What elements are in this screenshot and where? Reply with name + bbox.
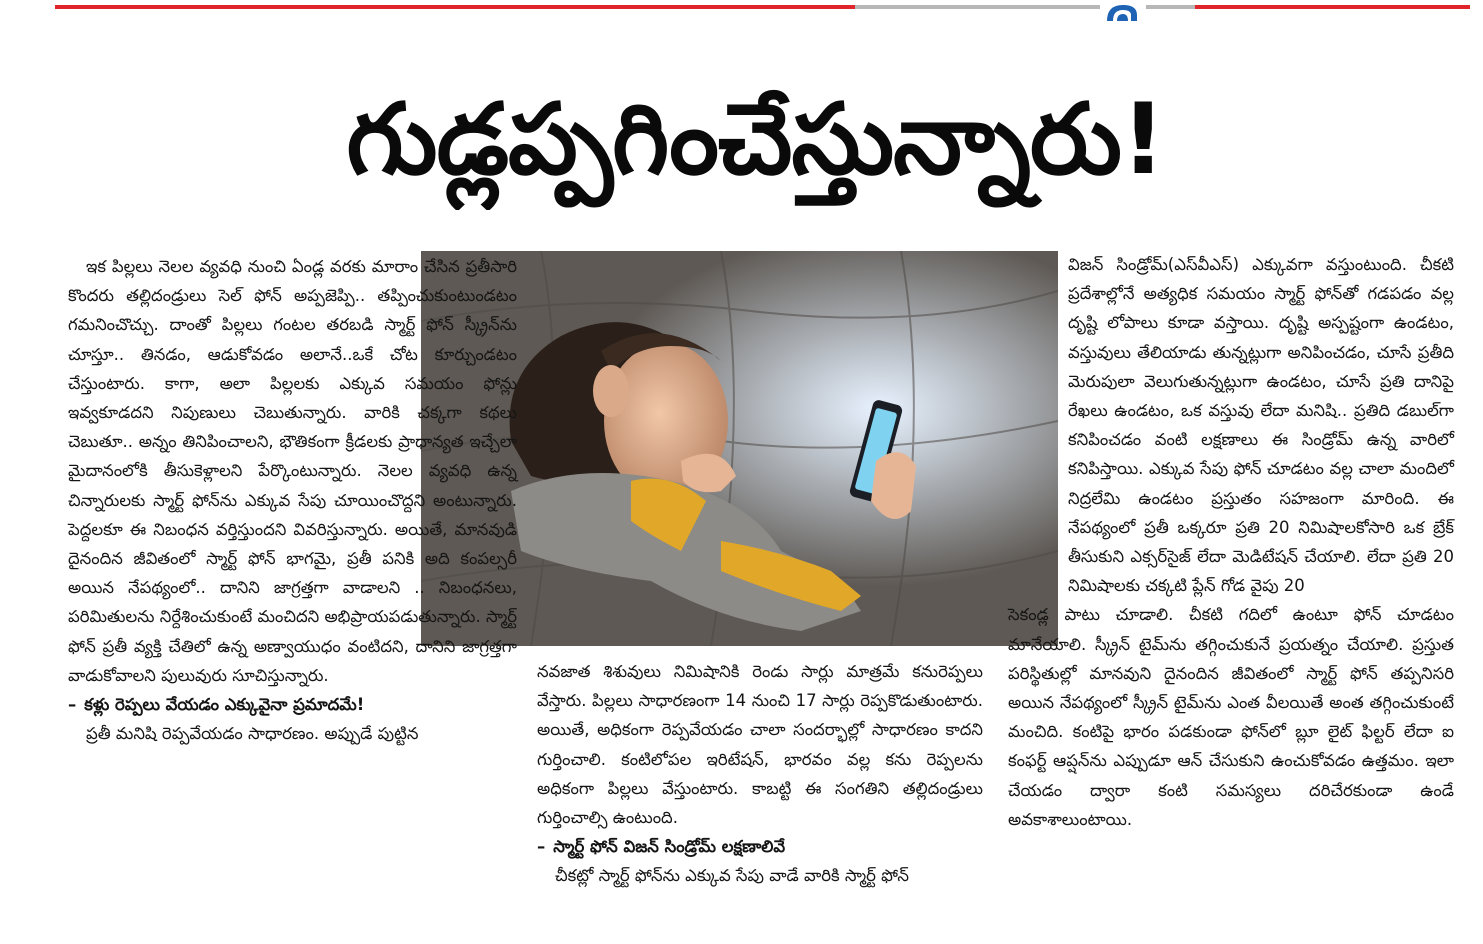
column3-paragraph-2: సెకండ్ల పాటు చూడాలి. చీకటి గదిలో ఉంటూ ఫోన్ చూడటం మానేయాలి. స్క్రీన్ టైమ్‌ను తగ్గించుకునే ప్రయత్నం చేయాలి. ప్రస్తుత పరిస్థితుల్లో మానవుని దైనందిన జీవితంలో స్మార్ట్ ఫోన్ తప్పనిసరి అయిన నేపథ్యంలో స్క్రీన్ టైమ్‌ను ఎంత వీలయితే అంత తగ్గించుకుంటే మంచిది. కంటిపై భారం పడకుండా ఫోన్‌లో బ్లూ లైట్ ఫిల్టర్ లేదా ఐ కంఫర్ట్ ఆప్షన్‌ను ఎప్పుడూ ఆన్ చేసుకుని ఉంచుకోవడం ఉత్తమం. ఇలా చేయడం ద్వారా కంటి సమస్యలు దరిచేరకుండా ఉండే అవకాశాలుంటాయి. [1008, 605, 1454, 829]
subheading-dash: – [68, 695, 77, 715]
publication-logo-icon [1100, 0, 1146, 24]
subheading-dash: – [537, 837, 546, 857]
column1-paragraph-1: ఇక పిల్లలు నెలల వ్యవధి నుంచి ఏండ్ల వరకు మారాం చేసిన ప్రతీసారి కొందరు తల్లిదండ్రులు సెల్ ఫోన్ అప్పజెప్పి.. తప్పించుకుంటుండటం గమనించొచ్చు. దాంతో పిల్లలు గంటల తరబడి స్మార్ట్ ఫోన్ స్క్రీన్‌ను చూస్తూ.. తినడం, ఆడుకోవడం అలానే..ఒకే చోట కూర్చుండటం చేస్తుంటారు. కాగా, అలా పిల్లలకు ఎక్కువ సమయం ఫోన్లు ఇవ్వకూడదని నిపుణులు చెబుతున్నారు. వారికి చక్కగా కథలు చెబుతూ.. అన్నం తినిపించాలని, భౌతికంగా క్రీడలకు ప్రాధాన్యత ఇచ్చేలా మైదానంలోకి తీసుకెళ్లాలని పేర్కొంటున్నారు. నెలల వ్యవధి ఉన్న చిన్నారులకు స్మార్ట్ ఫోన్‌ను ఎక్కువ సేపు చూయించొద్దని అంటున్నారు. పెద్దలకూ ఈ నిబంధన వర్తిస్తుందని వివరిస్తున్నారు. అయితే, మానవుడి దైనందిన జీవితంలో స్మార్ట్ ఫోన్ భాగమై, ప్రతీ పనికి అది కంపల్సరీ అయిన నేపథ్యంలో.. దానిని జాగ్రత్తగా వాడాలని .. నిబంధనలు, పరిమితులను నిర్దేశించుకుంటే మంచిదని అభిప్రాయపడుతున్నారు. స్మార్ట్ ఫోన్ ప్రతీ వ్యక్తి చేతిలో ఉన్న అణ్వాయుధం వంటిదని, దానిని జాగ్రత్తగా వాడుకోవాలని పులువురు సూచిస్తున్నారు. [68, 257, 517, 685]
column1-paragraph-2: ప్రతీ మనిషి రెప్పవేయడం సాధారణం. అప్పుడే పుట్టిన [86, 724, 419, 744]
column2-subheading [537, 832, 983, 861]
article-column-2 [537, 657, 983, 891]
article-column-3 [1008, 250, 1454, 834]
column1-subheading-text: కళ్లు రెప్పలు వేయడం ఎక్కువైనా ప్రమాదమే! [84, 695, 365, 715]
page-headline: గుడ్లప్పగించేస్తున్నారు! [346, 83, 1165, 197]
column2-paragraph-1: నవజాత శిశువులు నిమిషానికి రెండు సార్లు మాత్రమే కనురెప్పలు వేస్తారు. పిల్లలు సాధారణంగా 14 నుంచి 17 సార్లు రెప్పకొడుతుంటారు. అయితే, అధికంగా రెప్పవేయడం చాలా సందర్భాల్లో సాధారణం కాదని గుర్తించాలి. కంటిలోపల ఇరిటేషన్, భారవం వల్ల కను రెప్పలను అధికంగా పిల్లలు వేస్తుంటారు. కాబట్టి ఈ సంగతిని తల్లిదండ్రులు గుర్తించాల్సి ఉంటుంది. [537, 662, 983, 828]
masthead-rule [55, 5, 1470, 9]
column3-paragraph-1: విజన్ సిండ్రోమ్(ఎస్‌వీఎస్) ఎక్కువగా వస్తుంటుంది. చీకటి ప్రదేశాల్లోనే అత్యధిక సమయం స్మార్ట్ ఫోన్‌తో గడపడం వల్ల దృష్టి లోపాలు కూడా వస్తాయి. దృష్టి అస్పష్టంగా ఉండటం, వస్తువులు తేలియాడు తున్నట్లుగా అనిపించడం, చూసే ప్రతీది మెరుపులా వెలుగుతున్నట్లుగా ఉండటం, చూసే ప్రతి దానిపై రేఖలు ఉండటం, ఒక వస్తువు లేదా మనిషి.. ప్రతిది డబుల్‌గా కనిపించడం వంటి లక్షణాలు ఈ సిండ్రోమ్ ఉన్న వారిలో కనిపిస్తాయి. ఎక్కువ సేపు ఫోన్ చూడటం వల్ల చాలా మందిలో నిద్రలేమి ఉండటం ప్రస్తుతం సహజంగా మారింది. ఈ నేపథ్యంలో ప్రతీ ఒక్కరూ ప్రతి 20 నిమిషాలకోసారి ఒక బ్రేక్ తీసుకుని ఎక్సర్‌సైజ్ లేదా మెడిటేషన్ చేయాలి. లేదా ప్రతి 20 నిమిషాలకు చక్కటి ప్లేన్ గోడ వైపు 20 [1068, 255, 1454, 596]
column1-subheading [68, 690, 517, 719]
article-column-1 [68, 252, 517, 748]
column2-subheading-text: స్మార్ట్ ఫోన్ విజన్ సిండ్రోమ్ లక్షణాలివే [553, 837, 786, 857]
column2-paragraph-2: చీకట్లో స్మార్ట్ ఫోన్‌ను ఎక్కువ సేపు వాడే వారికి స్మార్ట్ ఫోన్ [555, 866, 909, 886]
